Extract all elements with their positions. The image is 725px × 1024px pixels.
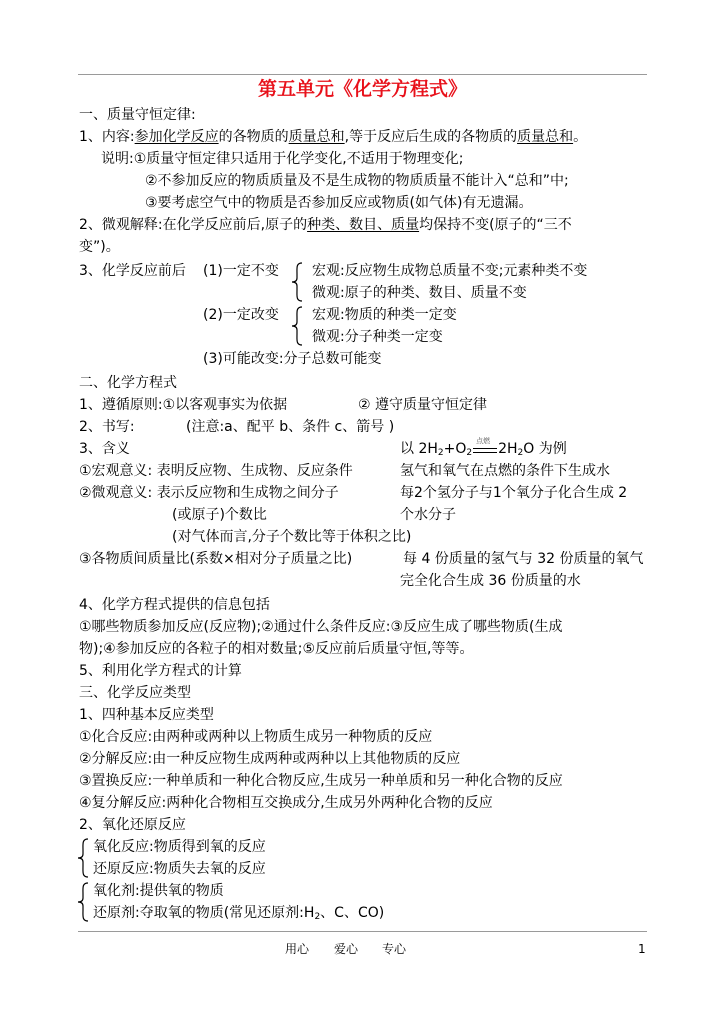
subscript: 2 <box>314 912 321 922</box>
underlined-term: 种类、数目、质量 <box>307 217 420 233</box>
note-line: 说明:①质量守恒定律只适用于化学变化,不适用于物理变化; <box>101 151 464 167</box>
footer-motto-3: 专心 <box>382 942 407 956</box>
equation-text: O 为例 <box>523 441 567 457</box>
double-line-icon <box>473 448 497 453</box>
label: 1、内容: <box>79 129 135 145</box>
page-title: 第五单元《化学方程式》 <box>257 78 467 100</box>
text: ,等于反应后生成的各物质的 <box>344 129 518 145</box>
text: 的各物质的 <box>218 129 289 145</box>
macro-meaning: ①宏观意义: 表明反应物、生成物、反应条件 <box>79 463 353 479</box>
micro-changed: 微观:分子种类一定变 <box>312 329 443 345</box>
micro-line <box>79 216 572 234</box>
text: 均保持不变(原子的“三不 <box>419 217 572 233</box>
macro-changed: 宏观:物质的种类一定变 <box>312 307 457 323</box>
condition-label: 点燃 <box>476 437 491 445</box>
principle-line: 1、遵循原则:①以客观事实为依据 <box>79 397 288 413</box>
footer-motto-2: 爱心 <box>334 942 359 956</box>
brace-icon <box>76 882 90 922</box>
reaction-type: ②分解反应:由一种反应物生成两种或两种以上其他物质的反应 <box>79 751 461 767</box>
info-heading: 4、化学方程式提供的信息包括 <box>79 597 270 613</box>
micro-example-cont: 个水分子 <box>400 507 456 523</box>
oxidizing-agent: 氧化剂:提供氧的物质 <box>93 883 224 899</box>
equation-text: 2H <box>498 441 518 457</box>
brace-icon <box>290 262 304 302</box>
text: 、C、CO) <box>320 905 385 921</box>
underlined-term: 质量总和 <box>288 129 345 145</box>
micro-line-cont: 变”)。 <box>79 239 120 255</box>
mass-example: 每 4 份质量的氢气与 32 份质量的氧气 <box>403 551 644 567</box>
writing-note: (注意:a、配平 b、条件 c、箭号 ) <box>186 419 395 435</box>
mass-ratio: ③各物质间质量比(系数×相对分子质量之比) <box>79 551 353 567</box>
micro-meaning: ②微观意义: 表示反应物和生成物之间分子 <box>79 485 339 501</box>
footer-motto-1: 用心 <box>285 942 310 956</box>
text: 。 <box>573 129 588 145</box>
micro-meaning-cont: (或原子)个数比 <box>172 507 267 523</box>
principle-line-2: ② 遵守质量守恒定律 <box>358 397 488 413</box>
macro-example: 氢气和氧气在点燃的条件下生成水 <box>400 463 610 479</box>
brace-icon <box>290 306 304 346</box>
content-line <box>79 128 587 146</box>
before-after-label: 3、化学反应前后 <box>79 263 186 279</box>
reaction-type: ①化合反应:由两种或两种以上物质生成另一种物质的反应 <box>79 729 433 745</box>
note-line: ③要考虑空气中的物质是否参加反应或物质(如气体)有无遗漏。 <box>145 195 533 211</box>
text: 还原剂:夺取氧的物质(常见还原剂:H <box>93 905 315 921</box>
page-number: 1 <box>638 942 646 956</box>
micro-example: 每2个氢分子与1个氧分子化合生成 2 <box>400 485 628 501</box>
note-line: ②不参加反应的物质质量及不是生成物的物质质量不能计入“总和”中; <box>145 173 569 189</box>
macro-unchanged: 宏观:反应物生成物总质量不变;元素种类不变 <box>312 263 588 279</box>
subscript: 2 <box>437 448 444 458</box>
brace-icon <box>76 838 90 878</box>
oxidation-reaction: 氧化反应:物质得到氧的反应 <box>93 839 266 855</box>
reaction-type: ③置换反应:一种单质和一种化合物反应,生成另一种单质和另一种化合物的反应 <box>79 773 563 789</box>
reaction-type: ④复分解反应:两种化合物相互交换成分,生成另外两种化合物的反应 <box>79 795 493 811</box>
section2-heading: 二、化学方程式 <box>79 375 177 391</box>
subscript: 2 <box>466 448 473 458</box>
text: 2、微观解释:在化学反应前后,原子的 <box>79 217 308 233</box>
equation-text: +O <box>443 441 467 457</box>
footer-rule <box>78 931 647 932</box>
reduction-reaction: 还原反应:物质失去氧的反应 <box>93 861 266 877</box>
equation-text: 以 2H <box>400 441 438 457</box>
underlined-term: 参加化学反应 <box>134 129 219 145</box>
info-line: ①哪些物质参加反应(反应物);②通过什么条件反应:③反应生成了哪些物质(生成 <box>79 619 563 635</box>
equation-example <box>400 437 567 458</box>
header-rule <box>78 74 647 75</box>
reaction-arrow <box>472 437 498 458</box>
subscript: 2 <box>517 448 524 458</box>
micro-unchanged: 微观:原子的种类、数目、质量不变 <box>312 285 527 301</box>
changed-label: (2)一定改变 <box>203 307 279 323</box>
section1-heading: 一、质量守恒定律: <box>79 107 196 123</box>
reducing-agent <box>93 904 384 922</box>
calc-line: 5、利用化学方程式的计算 <box>79 663 242 679</box>
gas-note: (对气体而言,分子个数比等于体积之比) <box>172 529 412 545</box>
basic-types-heading: 1、四种基本反应类型 <box>79 707 214 723</box>
unchanged-label: (1)一定不变 <box>203 263 279 279</box>
section3-heading: 三、化学反应类型 <box>79 685 191 701</box>
writing-line: 2、书写: <box>79 419 135 435</box>
info-line: 物);④参加反应的各粒子的相对数量;⑤反应前后质量守恒,等等。 <box>79 641 474 657</box>
meaning-label: 3、含义 <box>79 441 130 457</box>
mass-example-cont: 完全化合生成 36 份质量的水 <box>400 573 581 589</box>
maybe-changed: (3)可能改变:分子总数可能变 <box>203 351 382 367</box>
redox-heading: 2、氧化还原反应 <box>79 817 186 833</box>
underlined-term: 质量总和 <box>517 129 574 145</box>
